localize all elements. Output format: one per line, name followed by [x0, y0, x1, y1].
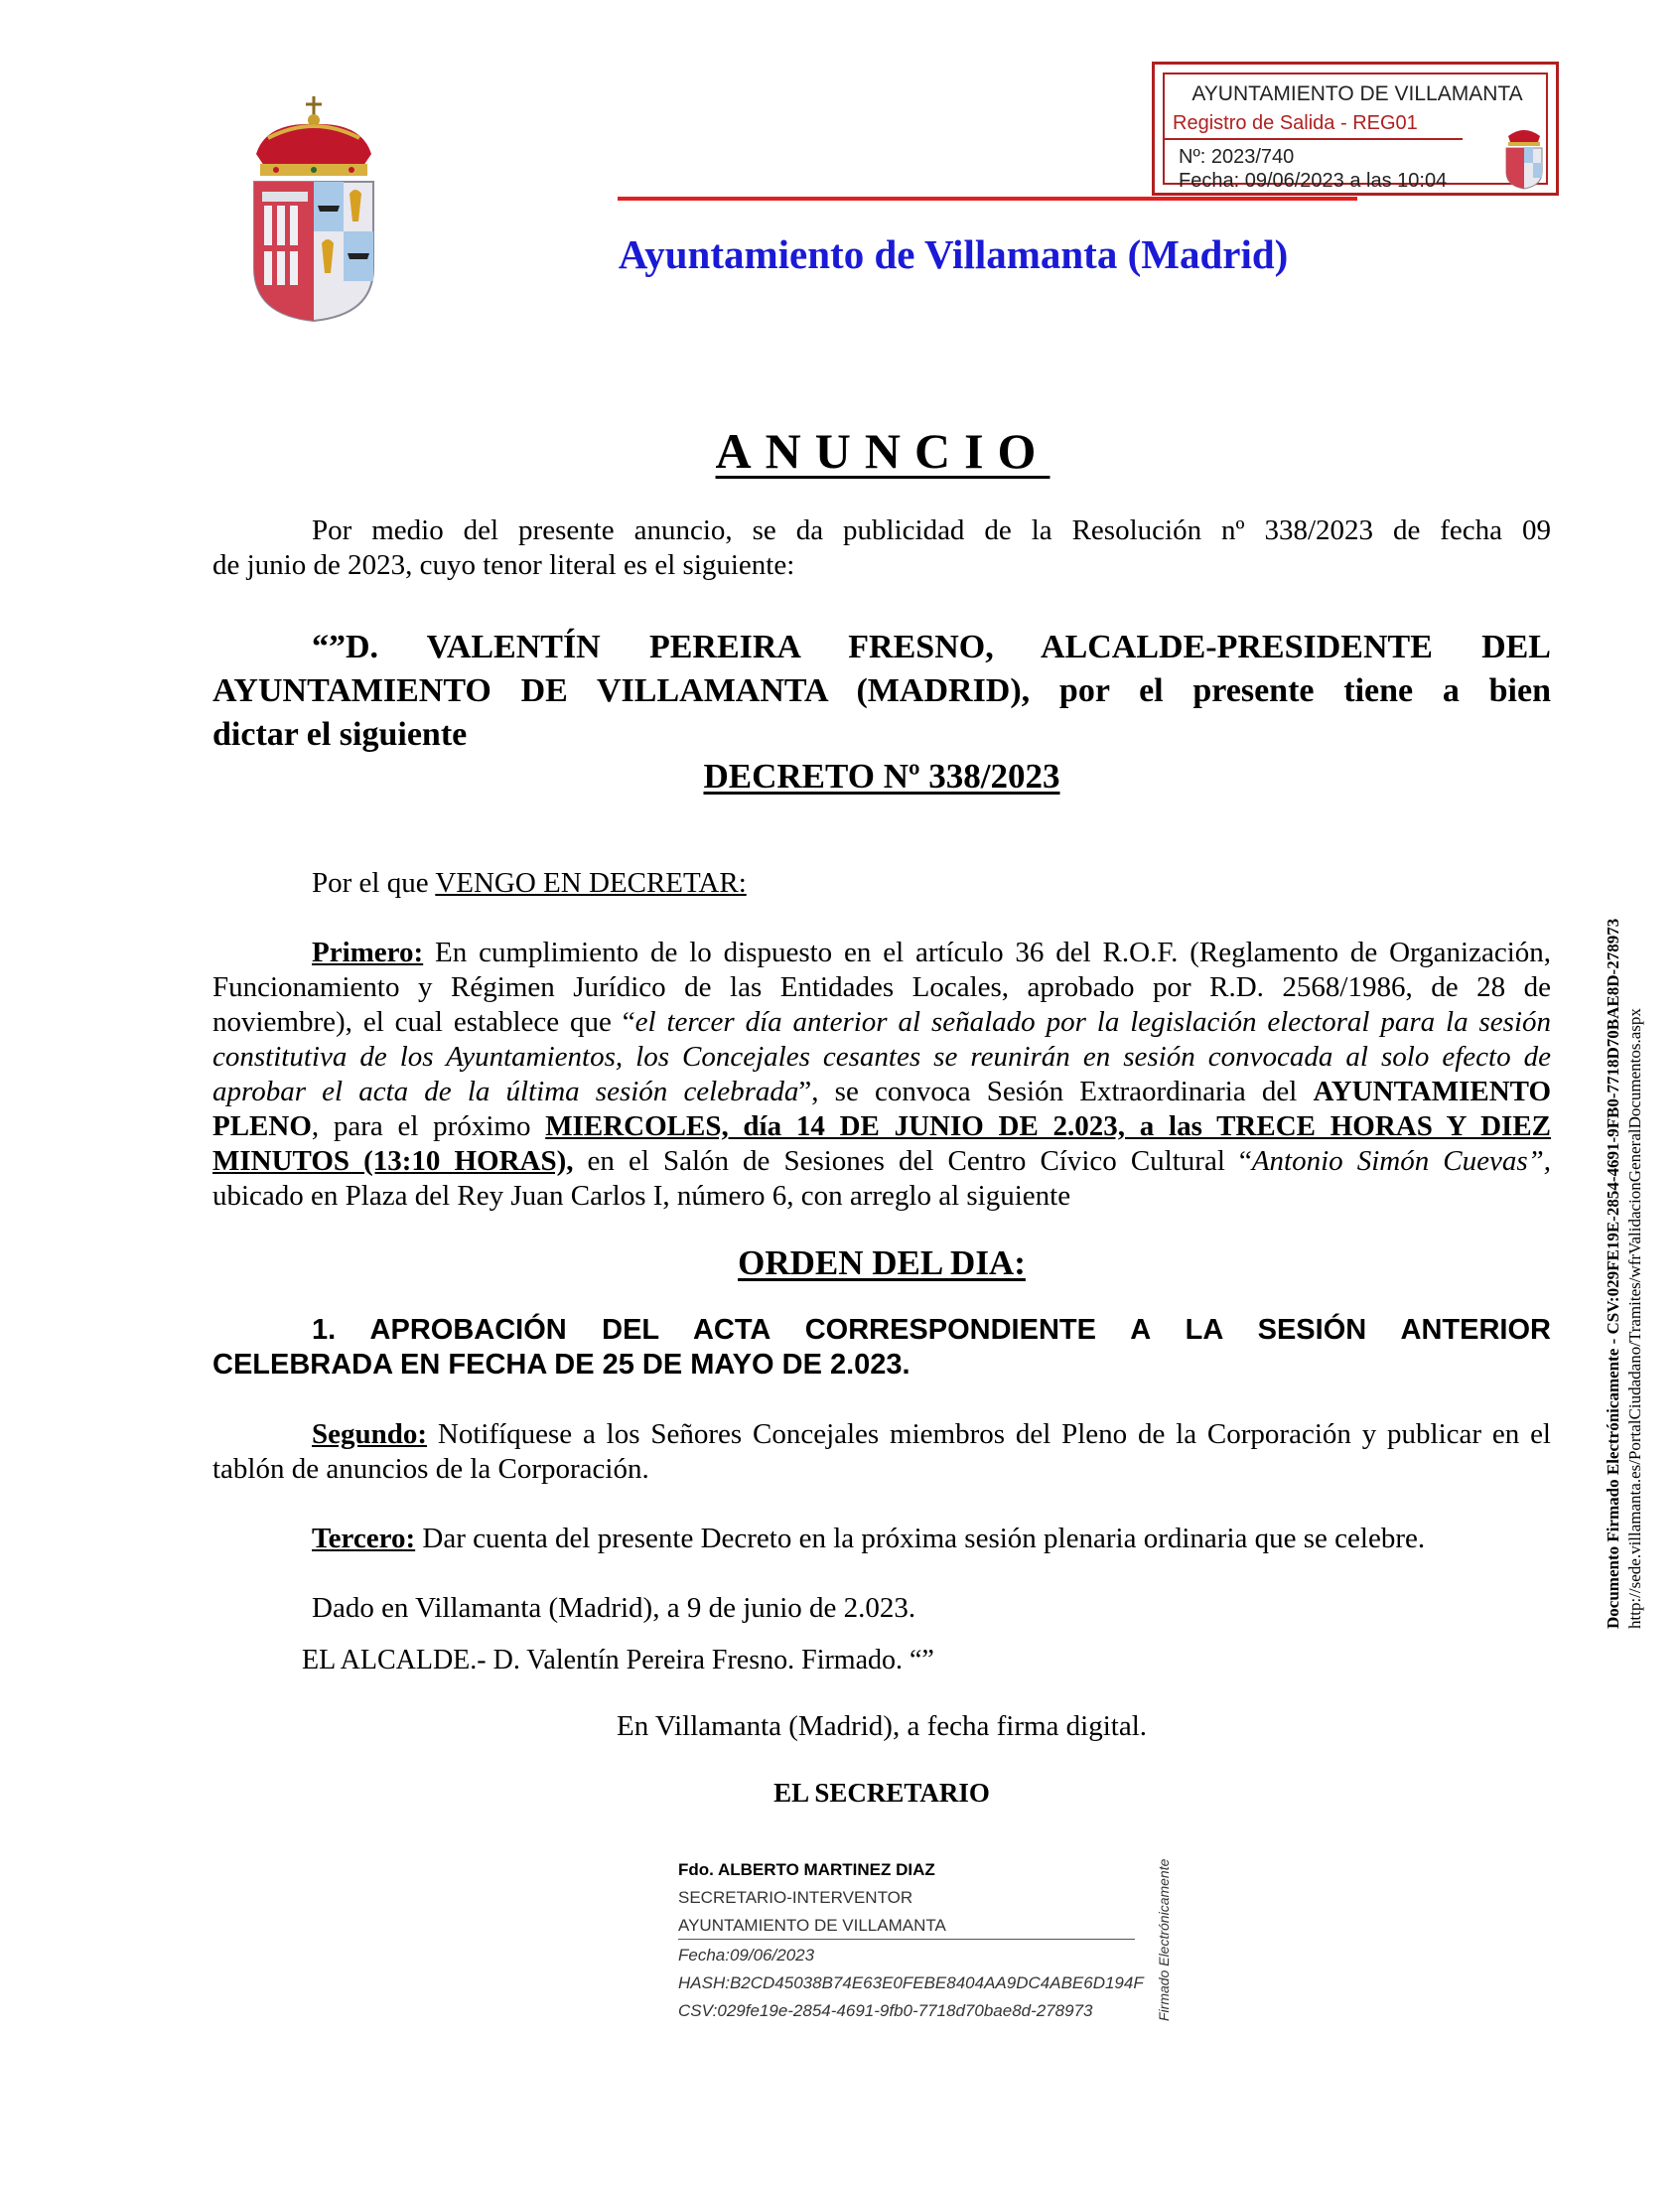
- primero-line-4: constitutiva de los Ayuntamientos, los Concejales cesantes se reunirán en sesión convocada al solo efecto de: [212, 1041, 1551, 1073]
- tercero-text: Dar cuenta del presente Decreto en la próxima sesión plenaria ordinaria que se celebre.: [415, 1523, 1426, 1554]
- segundo-text: Notifíquese a los Señores Concejales miembros del Pleno de la Corporación y publicar en el: [427, 1418, 1551, 1450]
- stamp-title: AYUNTAMIENTO DE VILLAMANTA: [1191, 82, 1523, 105]
- primero-text: En cumplimiento de lo dispuesto en el artículo 36 del R.O.F. (Reglamento de Organización,: [423, 937, 1551, 968]
- decree-intro-phrase: VENGO EN DECRETAR:: [435, 867, 747, 899]
- intro-line-2: de junio de 2023, cuyo tenor literal es el siguiente:: [212, 549, 795, 581]
- stamp-registry: Registro de Salida - REG01: [1173, 112, 1418, 134]
- signature-date: Fecha:09/06/2023: [678, 1946, 815, 1965]
- signer-name: Fdo. ALBERTO MARTINEZ DIAZ: [678, 1860, 935, 1879]
- primero-text: ”, se convoca Sesión Extraordinaria del: [798, 1076, 1314, 1107]
- stamp-date: Fecha: 09/06/2023 a las 10:04: [1179, 170, 1448, 192]
- session-time: MINUTOS (13:10 HORAS),: [212, 1145, 574, 1177]
- coat-of-arms-icon: [1502, 122, 1546, 190]
- side-csv-code: - CSV:029FE19E-2854-4691-9FB0-7718D70BAE8D-278973: [1604, 918, 1622, 1349]
- primero-bold: PLENO: [212, 1110, 312, 1142]
- registry-stamp: [1152, 62, 1559, 196]
- primero-text: en el Salón de Sesiones del Centro Cívico Cultural “: [573, 1145, 1252, 1177]
- segundo-line-1: [212, 1417, 1551, 1452]
- tercero-label: Tercero:: [312, 1523, 416, 1554]
- tercero-line: [212, 1522, 1551, 1556]
- side-validation-url[interactable]: http://sede.villamanta.es/PortalCiudadano/Tramites/wfrValidacionGeneralDocumentos.aspx: [1625, 1008, 1644, 1629]
- primero-label: Primero:: [312, 937, 424, 968]
- primero-line-2: Funcionamiento y Régimen Jurídico de las Entidades Locales, aprobado por R.D. 2568/1986, de 28 de: [212, 971, 1551, 1003]
- primero-line-1: [212, 936, 1551, 970]
- primero-quote: el tercer día anterior al señalado por la legislación electoral para la sesión: [634, 1006, 1551, 1038]
- municipality-title: Ayuntamiento de Villamanta (Madrid): [618, 231, 1289, 277]
- coat-of-arms-icon: [246, 94, 381, 323]
- signature-hash: HASH:B2CD45038B74E63E0FEBE8404AA9DC4ABE6D194F: [678, 1973, 1144, 1992]
- side-signed-label: Documento Firmado Electrónicamente: [1604, 1348, 1622, 1629]
- signer-role: SECRETARIO-INTERVENTOR: [678, 1888, 913, 1907]
- agenda-item-line-1: 1. APROBACIÓN DEL ACTA CORRESPONDIENTE A LA SESIÓN ANTERIOR: [312, 1314, 1551, 1346]
- issued-line: Dado en Villamanta (Madrid), a 9 de junio de 2.023.: [312, 1592, 916, 1624]
- stamp-divider: [1165, 138, 1463, 140]
- header-rule: [618, 197, 1357, 201]
- mayor-line-1: “”D. VALENTÍN PEREIRA FRESNO, ALCALDE-PRESIDENTE DEL: [312, 629, 1551, 665]
- primero-line-3: [212, 1005, 1551, 1040]
- primero-text: , para el próximo: [311, 1110, 546, 1142]
- document-title: ANUNCIO: [715, 423, 1050, 479]
- primero-text: noviembre), el cual establece que “: [212, 1006, 635, 1038]
- signature-csv: CSV:029fe19e-2854-4691-9fb0-7718d70bae8d-278973: [678, 2001, 1093, 2020]
- mayor-line-3: dictar el siguiente: [212, 716, 468, 753]
- primero-line-5: [212, 1075, 1551, 1109]
- primero-bold: AYUNTAMIENTO: [1313, 1076, 1552, 1107]
- primero-line-6: [212, 1109, 1551, 1144]
- segundo-line-2: tablón de anuncios de la Corporación.: [212, 1453, 649, 1485]
- signature-vertical-label: Firmado Electrónicamente: [1156, 1858, 1172, 2021]
- signature-divider: [678, 1939, 1135, 1940]
- primero-line-7: [212, 1144, 1551, 1179]
- decree-intro-prefix: Por el que: [312, 867, 436, 899]
- agenda-item-line-2: CELEBRADA EN FECHA DE 25 DE MAYO DE 2.023.: [212, 1349, 910, 1381]
- segundo-label: Segundo:: [312, 1418, 428, 1450]
- mayor-signature: EL ALCALDE.- D. Valentín Pereira Fresno. Firmado. “”: [302, 1645, 934, 1675]
- decree-intro: [212, 866, 1551, 901]
- side-csv-line: [1604, 919, 1623, 1629]
- stamp-number: Nº: 2023/740: [1179, 146, 1295, 168]
- place-date-line: En Villamanta (Madrid), a fecha firma digital.: [616, 1710, 1148, 1742]
- primero-quote: aprobar el acta de la última sesión celebrada: [212, 1076, 799, 1107]
- signer-organization: AYUNTAMIENTO DE VILLAMANTA: [678, 1916, 946, 1935]
- session-datetime: MIERCOLES, día 14 DE JUNIO DE 2.023, a las TRECE HORAS Y DIEZ: [545, 1110, 1551, 1142]
- venue-name: Antonio Simón Cuevas”,: [1251, 1145, 1551, 1177]
- secretary-title: EL SECRETARIO: [773, 1778, 990, 1808]
- mayor-line-2: AYUNTAMIENTO DE VILLAMANTA (MADRID), por el presente tiene a bien: [212, 672, 1551, 709]
- primero-line-8: ubicado en Plaza del Rey Juan Carlos I, número 6, con arreglo al siguiente: [212, 1180, 1071, 1212]
- decree-title: DECRETO Nº 338/2023: [703, 757, 1060, 796]
- agenda-title: ORDEN DEL DIA:: [738, 1243, 1026, 1282]
- intro-line-1: Por medio del presente anuncio, se da publicidad de la Resolución nº 338/2023 de fecha 09: [312, 514, 1551, 546]
